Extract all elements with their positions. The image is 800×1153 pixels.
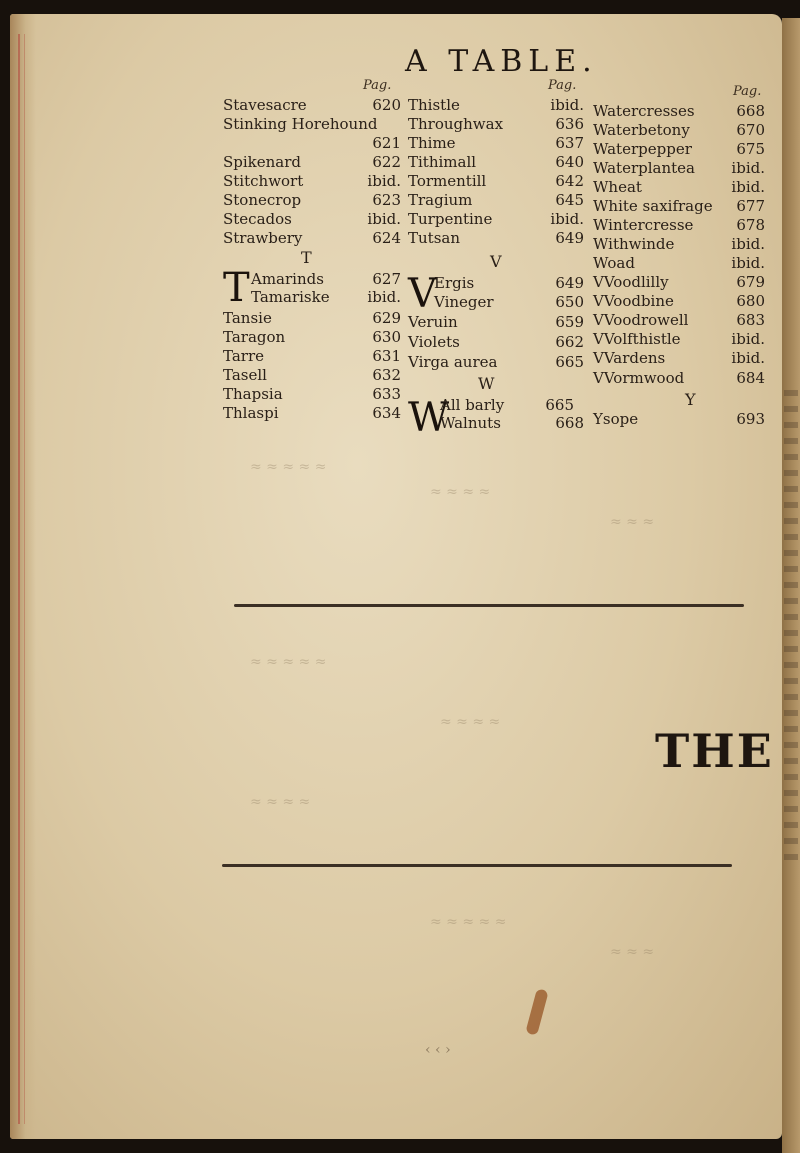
- entry-page: ibid.: [550, 96, 584, 114]
- drop-cap-initial: W: [408, 395, 450, 441]
- entry-name: Stecados: [223, 210, 292, 228]
- index-entry: [408, 396, 584, 415]
- entry-name: Violets: [408, 333, 460, 351]
- entry-page: 637: [555, 134, 584, 152]
- entry-page: 693: [736, 410, 765, 428]
- entry-name: Tamariske: [251, 288, 330, 306]
- index-entry: [223, 210, 401, 229]
- index-entry: [593, 273, 765, 292]
- page-edge-stain: [18, 34, 20, 1124]
- index-entry: [593, 159, 765, 178]
- index-entry: [593, 216, 765, 235]
- entry-name: Wheat: [593, 178, 642, 196]
- section-letter: W: [478, 374, 495, 393]
- entry-page: 678: [736, 216, 765, 234]
- entry-name: Virga aurea: [408, 353, 498, 371]
- entry-name: VVolfthistle: [593, 330, 681, 348]
- entry-name: VVoodlilly: [593, 273, 669, 291]
- entry-page: 659: [555, 313, 584, 331]
- index-entry: [408, 274, 584, 293]
- entry-name: Ergis: [434, 274, 475, 292]
- show-through-text: ≈ ≈ ≈ ≈ ≈: [250, 654, 327, 670]
- entry-page: ibid.: [367, 172, 401, 190]
- entry-page: 665: [545, 396, 574, 414]
- entry-page: ibid.: [731, 349, 765, 367]
- entry-page: ibid.: [731, 235, 765, 253]
- entry-name: Withwinde: [593, 235, 675, 253]
- index-entry: [223, 172, 401, 191]
- index-column-2: [408, 78, 584, 448]
- entry-name: All barly: [440, 396, 505, 414]
- entry-page: 620: [372, 96, 401, 114]
- entry-name: VVormwood: [593, 369, 685, 387]
- entry-name: Ysope: [593, 410, 639, 428]
- entry-page: 630: [372, 328, 401, 346]
- entry-page: 675: [736, 140, 765, 158]
- entry-page: 650: [555, 293, 584, 311]
- index-entry: [593, 140, 765, 159]
- index-entry: [593, 369, 765, 388]
- index-entry: [593, 330, 765, 349]
- entry-name: Veruin: [408, 313, 458, 331]
- entry-page: 670: [736, 121, 765, 139]
- index-entry: [223, 153, 401, 172]
- index-entry: [223, 404, 401, 423]
- entry-name: Tithimall: [408, 153, 477, 171]
- drop-cap-initial: T: [223, 265, 250, 311]
- column-pag-label: Pag.: [733, 84, 762, 99]
- entry-page: 679: [736, 273, 765, 291]
- index-entry: [223, 270, 401, 289]
- ink-stain: [525, 988, 548, 1036]
- entry-name: VVardens: [593, 349, 666, 367]
- horizontal-rule: [234, 604, 744, 607]
- index-entry: [408, 210, 584, 229]
- index-entry: [593, 121, 765, 140]
- entry-name: Woad: [593, 254, 635, 272]
- index-entry: [223, 366, 401, 385]
- index-entry: [408, 134, 584, 153]
- catchword: THE: [655, 724, 774, 778]
- index-entry: [408, 353, 584, 372]
- entry-page: ibid.: [550, 210, 584, 228]
- book-page: [10, 14, 782, 1139]
- entry-page: 621: [372, 134, 401, 152]
- index-entry: [408, 293, 584, 312]
- entry-page: 642: [555, 172, 584, 190]
- entry-name: Watercresses: [593, 102, 695, 120]
- entry-page: 649: [555, 274, 584, 292]
- column-pag-label: Pag.: [363, 78, 392, 93]
- entry-name: Thime: [408, 134, 456, 152]
- entry-page: 668: [736, 102, 765, 120]
- entry-page: ibid.: [367, 210, 401, 228]
- entry-name: Turpentine: [408, 210, 493, 228]
- entry-page: 665: [555, 353, 584, 371]
- index-entry: [593, 178, 765, 197]
- entry-page: 636: [555, 115, 584, 133]
- index-entry: [593, 235, 765, 254]
- index-entry: [408, 191, 584, 210]
- entry-page: 677: [736, 197, 765, 215]
- show-through-text: ≈ ≈ ≈ ≈: [430, 484, 491, 500]
- entry-name: Thlaspi: [223, 404, 279, 422]
- show-through-text: ≈ ≈ ≈ ≈: [250, 794, 311, 810]
- entry-name: VVoodrowell: [593, 311, 689, 329]
- index-entry: [408, 414, 584, 433]
- entry-page: 680: [736, 292, 765, 310]
- show-through-text: ‹ ‹ ›: [425, 1042, 451, 1058]
- horizontal-rule: [222, 864, 732, 867]
- index-entry: [593, 311, 765, 330]
- entry-name: Stavesacre: [223, 96, 307, 114]
- show-through-text: ≈ ≈ ≈ ≈ ≈: [430, 914, 507, 930]
- entry-page: 622: [372, 153, 401, 171]
- index-entry: [408, 96, 584, 115]
- entry-page: 629: [372, 309, 401, 327]
- index-entry: [593, 292, 765, 311]
- entry-page: 668: [555, 414, 584, 432]
- section-letter: T: [301, 248, 312, 267]
- entry-page: 649: [555, 229, 584, 247]
- entry-name: Tormentill: [408, 172, 487, 190]
- entry-page: ibid.: [731, 159, 765, 177]
- entry-page: 632: [372, 366, 401, 384]
- entry-page: 683: [736, 311, 765, 329]
- entry-name: Tasell: [223, 366, 267, 384]
- entry-name: Waterbetony: [593, 121, 690, 139]
- column-pag-label: Pag.: [548, 78, 577, 93]
- show-through-text: ≈ ≈ ≈: [610, 514, 655, 530]
- index-entry: [593, 254, 765, 273]
- index-entry: [223, 288, 401, 307]
- entry-name: Thapsia: [223, 385, 283, 403]
- index-entry: [408, 229, 584, 248]
- index-entry: [593, 410, 765, 429]
- index-entry: [223, 134, 401, 153]
- index-entry: [408, 313, 584, 332]
- entry-name: Tragium: [408, 191, 473, 209]
- entry-page: 684: [736, 369, 765, 387]
- section-letter: V: [490, 252, 502, 271]
- page-binding: [10, 14, 36, 1139]
- index-entry: [408, 153, 584, 172]
- entry-name: Vineger: [434, 293, 494, 311]
- index-column-3: [593, 84, 765, 458]
- entry-name: VVoodbine: [593, 292, 674, 310]
- index-entry: [408, 333, 584, 352]
- entry-name: Tarre: [223, 347, 265, 365]
- index-entry: [223, 328, 401, 347]
- entry-name: Stinking Horehound: [223, 115, 378, 133]
- entry-page: 627: [372, 270, 401, 288]
- entry-name: Amarinds: [251, 270, 324, 288]
- entry-name: Strawbery: [223, 229, 303, 247]
- entry-name: Taragon: [223, 328, 286, 346]
- entry-name: Tutsan: [408, 229, 460, 247]
- entry-page: ibid.: [731, 178, 765, 196]
- entry-page: 645: [555, 191, 584, 209]
- index-entry: [223, 115, 401, 134]
- index-entry: [593, 102, 765, 121]
- index-entry: [223, 385, 401, 404]
- entry-page: 633: [372, 385, 401, 403]
- entry-name: Stonecrop: [223, 191, 302, 209]
- entry-page: 662: [555, 333, 584, 351]
- entry-page: 640: [555, 153, 584, 171]
- show-through-text: ≈ ≈ ≈ ≈ ≈: [250, 459, 327, 475]
- entry-name: Waterplantea: [593, 159, 695, 177]
- entry-page: 634: [372, 404, 401, 422]
- section-letter: Y: [685, 390, 696, 409]
- page-title: A TABLE.: [405, 44, 598, 79]
- entry-name: White saxifrage: [593, 197, 713, 215]
- entry-page: 631: [372, 347, 401, 365]
- page-edge-stain: [24, 34, 25, 1124]
- index-entry: [593, 349, 765, 368]
- entry-name: Stitchwort: [223, 172, 304, 190]
- entry-name: Wintercresse: [593, 216, 694, 234]
- entry-page: 623: [372, 191, 401, 209]
- entry-name: Spikenard: [223, 153, 302, 171]
- entry-page: ibid.: [731, 254, 765, 272]
- index-entry: [408, 115, 584, 134]
- index-entry: [593, 197, 765, 216]
- index-entry: [223, 309, 401, 328]
- index-entry: [223, 229, 401, 248]
- index-entry: [223, 347, 401, 366]
- index-entry: [223, 96, 401, 115]
- entry-page: ibid.: [367, 288, 401, 306]
- entry-name: Throughwax: [408, 115, 504, 133]
- entry-name: Thistle: [408, 96, 460, 114]
- facing-page-text: [782, 380, 800, 1080]
- show-through-text: ≈ ≈ ≈: [610, 944, 655, 960]
- index-entry: [408, 172, 584, 191]
- drop-cap-initial: V: [408, 271, 437, 317]
- index-entry: [223, 191, 401, 210]
- entry-page: ibid.: [731, 330, 765, 348]
- entry-name: Tansie: [223, 309, 272, 327]
- entry-name: Waterpepper: [593, 140, 692, 158]
- show-through-text: ≈ ≈ ≈ ≈: [440, 714, 501, 730]
- entry-page: 624: [372, 229, 401, 247]
- entry-name: Walnuts: [440, 414, 501, 432]
- index-column-1: [223, 78, 401, 448]
